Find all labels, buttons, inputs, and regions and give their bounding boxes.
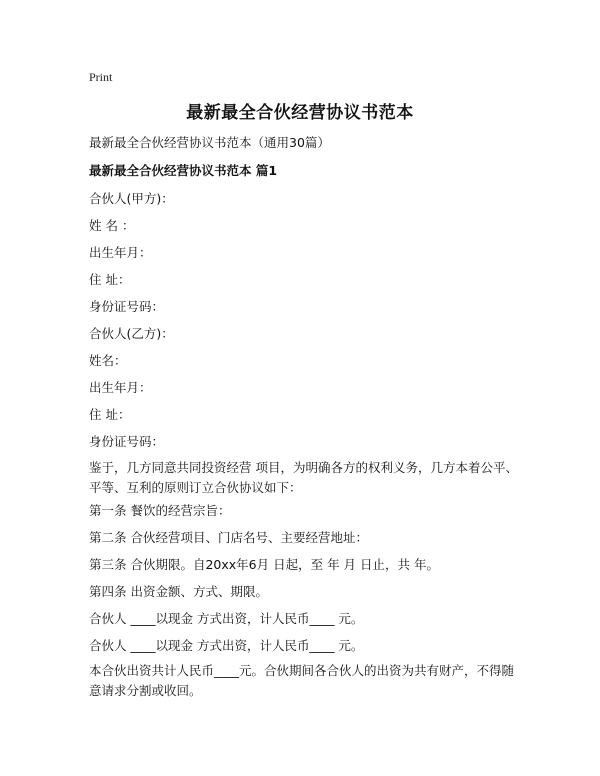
article-4: 第四条 出资金额、方式、期限。 bbox=[89, 584, 268, 599]
section-heading: 最新最全合伙经营协议书范本 篇1 bbox=[89, 163, 278, 178]
party-b-label: 合伙人(乙方)： bbox=[89, 326, 174, 341]
contribution-line-2: 合伙人 ____以现金 方式出资，计人民币____ 元。 bbox=[89, 638, 364, 653]
document-title: 最新最全合伙经营协议书范本 bbox=[186, 103, 414, 123]
intro-paragraph: 鉴于，几方同意共同投资经营 项目，为明确各方的权利义务，几方本着公平、平等、互利的原则订立合伙协议如下： bbox=[89, 460, 518, 495]
party-a-address-field: 住 址： bbox=[89, 272, 131, 287]
closing-paragraph: 本合伙出资共计人民币____元。合伙期间各合伙人的出资为共有财产，不得随意请求分割或收回。 bbox=[89, 663, 515, 698]
article-2: 第二条 合伙经营项目、门店名号、主要经营地址： bbox=[89, 530, 368, 545]
party-a-name-field: 姓 名 ： bbox=[89, 218, 135, 233]
party-b-birth-field: 出生年月： bbox=[89, 380, 152, 395]
document-subtitle: 最新最全合伙经营协议书范本（通用30篇） bbox=[89, 135, 330, 150]
party-a-id-field: 身份证号码： bbox=[89, 299, 165, 314]
party-a-birth-field: 出生年月： bbox=[89, 245, 152, 260]
article-1: 第一条 餐饮的经营宗旨： bbox=[89, 503, 231, 518]
article-3: 第三条 合伙期限。自20xx年6月 日起，至 年 月 日止，共 年。 bbox=[89, 557, 439, 572]
party-b-id-field: 身份证号码： bbox=[89, 434, 165, 449]
print-label[interactable]: Print bbox=[89, 70, 113, 84]
party-b-address-field: 住 址： bbox=[89, 407, 131, 422]
party-b-name-field: 姓名： bbox=[89, 353, 127, 368]
party-a-label: 合伙人(甲方)： bbox=[89, 191, 174, 206]
contribution-line-1: 合伙人 ____以现金 方式出资，计人民币____ 元。 bbox=[89, 611, 364, 626]
